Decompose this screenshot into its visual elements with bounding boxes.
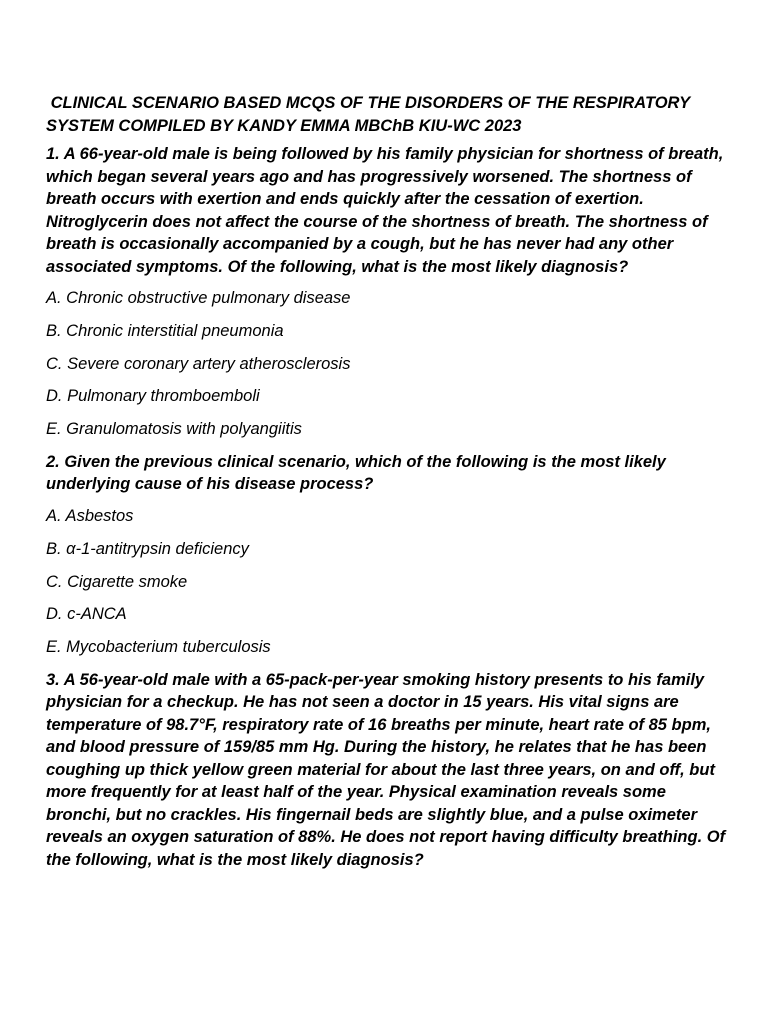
question-1-option-e: E. Granulomatosis with polyangiitis [46,420,302,439]
question-2-text: 2. Given the previous clinical scenario, which of the following is the most likely underlying cause of his disease process? [46,452,666,494]
question-2-option-b: B. α-1-antitrypsin deficiency [46,539,249,558]
question-1-option-b: B. Chronic interstitial pneumonia [46,321,284,340]
question-2-option-a: A. Asbestos [46,506,134,525]
question-2-option-c: C. Cigarette smoke [46,572,188,591]
question-1-text: 1. A 66-year-old male is being followed by his family physician for shortness of breath, which began several years ago and has progressively worsened. The shortness of breath occurs with exertion and ends quickly after the cessation of exertion. Nitroglycerin does not affect the course of the shortness of breath. The shortness of breath is occasionally accompanied by a cough, but he has never had any other associated symptoms. Of the following, what is the most likely diagnosis? [46,145,724,276]
document-page [46,92,726,880]
question-1-option-c: C. Severe coronary artery atherosclerosis [46,354,351,373]
question-1-option-a: A. Chronic obstructive pulmonary disease [46,289,351,307]
question-1-options [46,287,726,440]
document-title: CLINICAL SCENARIO BASED MCQS OF THE DISORDERS OF THE RESPIRATORY SYSTEM COMPILED BY KANDY EMMA MBChB KIU-WC 2023 [46,94,695,135]
question-2-options [46,505,726,658]
question-1-option-d: D. Pulmonary thromboemboli [46,387,260,406]
question-2-option-d: D. c-ANCA [46,605,127,624]
question-2-option-e: E. Mycobacterium tuberculosis [46,638,271,657]
question-3-text: 3. A 56-year-old male with a 65-pack-per-year smoking history presents to his family physician for a checkup. He has not seen a doctor in 15 years. His vital signs are temperature of 98.7°F, respiratory rate of 16 breaths per minute, heart rate of 85 bpm, and blood pressure of 159/85 mm Hg. During the history, he relates that he has been coughing up thick yellow green material for about the last three years, on and off, but more frequently for at least half of the year. Physical examination reveals some bronchi, but no crackles. His fingernail beds are slightly blue, and a pulse oximeter reveals an oxygen saturation of 88%. He does not report having difficulty breathing. Of the following, what is the most likely diagnosis? [46,670,726,869]
